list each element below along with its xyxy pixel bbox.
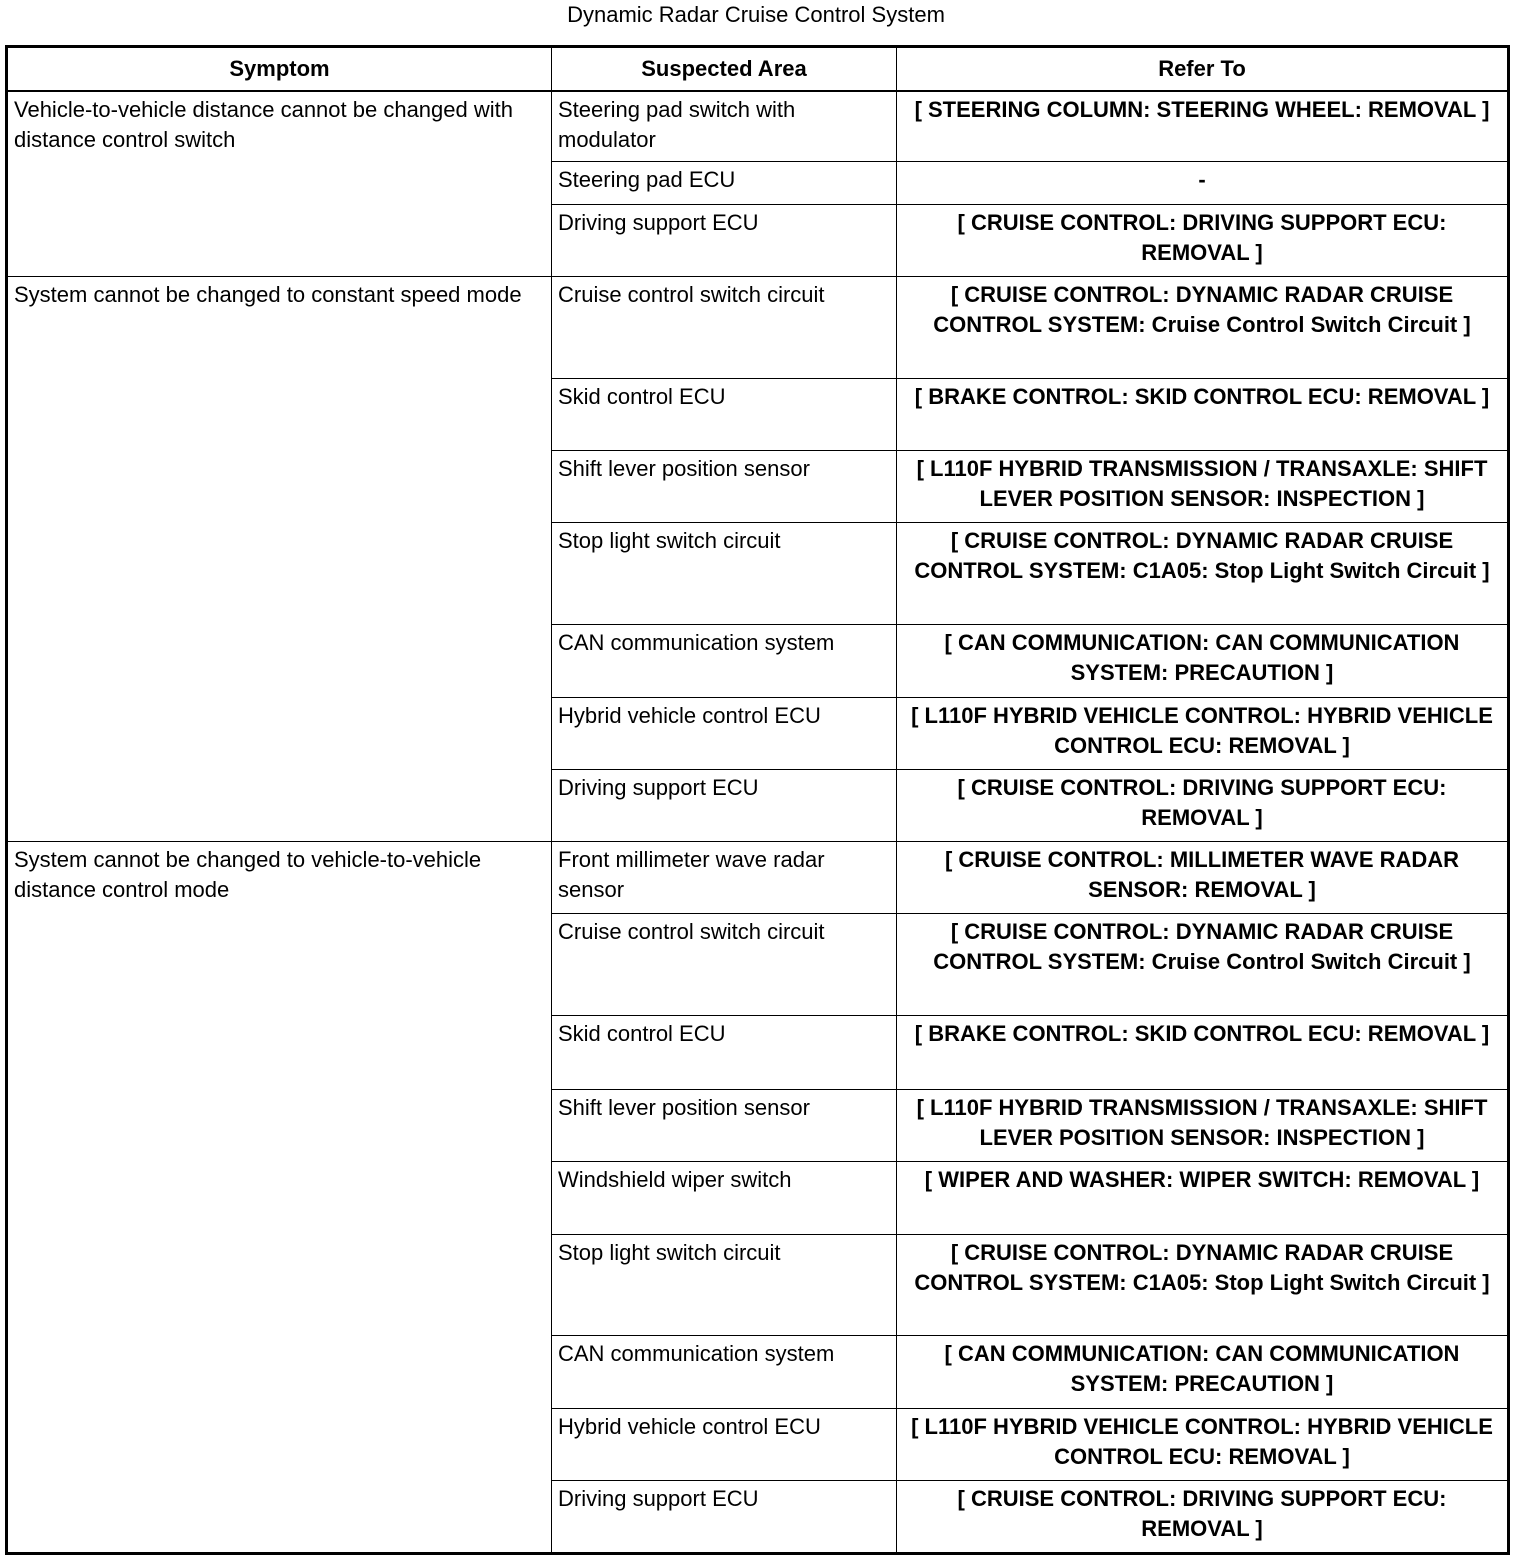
- suspected-area-cell: Skid control ECU: [552, 379, 897, 451]
- refer-to-link[interactable]: [ CRUISE CONTROL: DRIVING SUPPORT ECU: REMOVAL ]: [897, 205, 1509, 277]
- suspected-area-cell: Driving support ECU: [552, 205, 897, 277]
- symptom-cell: Vehicle-to-vehicle distance cannot be changed with distance control switch: [7, 91, 552, 277]
- suspected-area-cell: Steering pad ECU: [552, 162, 897, 205]
- table-row: [7, 91, 1509, 162]
- refer-to-link[interactable]: [ CAN COMMUNICATION: CAN COMMUNICATION SYSTEM: PRECAUTION ]: [897, 1336, 1509, 1409]
- header-suspected-area: Suspected Area: [552, 47, 897, 91]
- suspected-area-cell: Stop light switch circuit: [552, 523, 897, 625]
- header-symptom: Symptom: [7, 47, 552, 91]
- refer-to-link[interactable]: [ WIPER AND WASHER: WIPER SWITCH: REMOVAL ]: [897, 1162, 1509, 1235]
- suspected-area-cell: Skid control ECU: [552, 1016, 897, 1090]
- diagnosis-table: [5, 45, 1510, 1555]
- table-row: [7, 277, 1509, 379]
- refer-to-link[interactable]: [ L110F HYBRID TRANSMISSION / TRANSAXLE: SHIFT LEVER POSITION SENSOR: INSPECTION ]: [897, 1090, 1509, 1162]
- suspected-area-cell: Hybrid vehicle control ECU: [552, 698, 897, 770]
- suspected-area-cell: Cruise control switch circuit: [552, 277, 897, 379]
- suspected-area-cell: Front millimeter wave radar sensor: [552, 842, 897, 914]
- refer-to-link[interactable]: [ CRUISE CONTROL: DRIVING SUPPORT ECU: REMOVAL ]: [897, 770, 1509, 842]
- refer-to-link[interactable]: [ STEERING COLUMN: STEERING WHEEL: REMOVAL ]: [897, 91, 1509, 162]
- refer-to-link[interactable]: [ CRUISE CONTROL: DYNAMIC RADAR CRUISE CONTROL SYSTEM: Cruise Control Switch Circuit ]: [897, 914, 1509, 1016]
- suspected-area-cell: CAN communication system: [552, 1336, 897, 1409]
- suspected-area-cell: Hybrid vehicle control ECU: [552, 1409, 897, 1481]
- refer-to-link[interactable]: [ L110F HYBRID TRANSMISSION / TRANSAXLE: SHIFT LEVER POSITION SENSOR: INSPECTION ]: [897, 451, 1509, 523]
- header-refer-to: Refer To: [897, 47, 1509, 91]
- suspected-area-cell: Windshield wiper switch: [552, 1162, 897, 1235]
- suspected-area-cell: Driving support ECU: [552, 1481, 897, 1554]
- suspected-area-cell: CAN communication system: [552, 625, 897, 698]
- refer-to-link[interactable]: [ BRAKE CONTROL: SKID CONTROL ECU: REMOVAL ]: [897, 379, 1509, 451]
- refer-to-link[interactable]: [ L110F HYBRID VEHICLE CONTROL: HYBRID VEHICLE CONTROL ECU: REMOVAL ]: [897, 698, 1509, 770]
- refer-to-link[interactable]: [ CAN COMMUNICATION: CAN COMMUNICATION SYSTEM: PRECAUTION ]: [897, 625, 1509, 698]
- symptom-cell: System cannot be changed to vehicle-to-vehicle distance control mode: [7, 842, 552, 1554]
- table-header-row: [7, 47, 1509, 91]
- refer-to-link[interactable]: [ CRUISE CONTROL: DYNAMIC RADAR CRUISE CONTROL SYSTEM: C1A05: Stop Light Switch Circuit ]: [897, 523, 1509, 625]
- refer-to-link[interactable]: [ CRUISE CONTROL: DYNAMIC RADAR CRUISE CONTROL SYSTEM: C1A05: Stop Light Switch Circuit ]: [897, 1235, 1509, 1336]
- suspected-area-cell: Steering pad switch with modulator: [552, 91, 897, 162]
- refer-to-link[interactable]: [ BRAKE CONTROL: SKID CONTROL ECU: REMOVAL ]: [897, 1016, 1509, 1090]
- suspected-area-cell: Driving support ECU: [552, 770, 897, 842]
- refer-to-link[interactable]: [ L110F HYBRID VEHICLE CONTROL: HYBRID VEHICLE CONTROL ECU: REMOVAL ]: [897, 1409, 1509, 1481]
- refer-to-link[interactable]: [ CRUISE CONTROL: DYNAMIC RADAR CRUISE CONTROL SYSTEM: Cruise Control Switch Circuit ]: [897, 277, 1509, 379]
- refer-to-cell: -: [897, 162, 1509, 205]
- suspected-area-cell: Shift lever position sensor: [552, 451, 897, 523]
- symptom-cell: System cannot be changed to constant speed mode: [7, 277, 552, 842]
- page-title: Dynamic Radar Cruise Control System: [567, 2, 945, 27]
- suspected-area-cell: Stop light switch circuit: [552, 1235, 897, 1336]
- refer-to-link[interactable]: [ CRUISE CONTROL: MILLIMETER WAVE RADAR SENSOR: REMOVAL ]: [897, 842, 1509, 914]
- suspected-area-cell: Cruise control switch circuit: [552, 914, 897, 1016]
- refer-to-link[interactable]: [ CRUISE CONTROL: DRIVING SUPPORT ECU: REMOVAL ]: [897, 1481, 1509, 1554]
- suspected-area-cell: Shift lever position sensor: [552, 1090, 897, 1162]
- table-row: [7, 842, 1509, 914]
